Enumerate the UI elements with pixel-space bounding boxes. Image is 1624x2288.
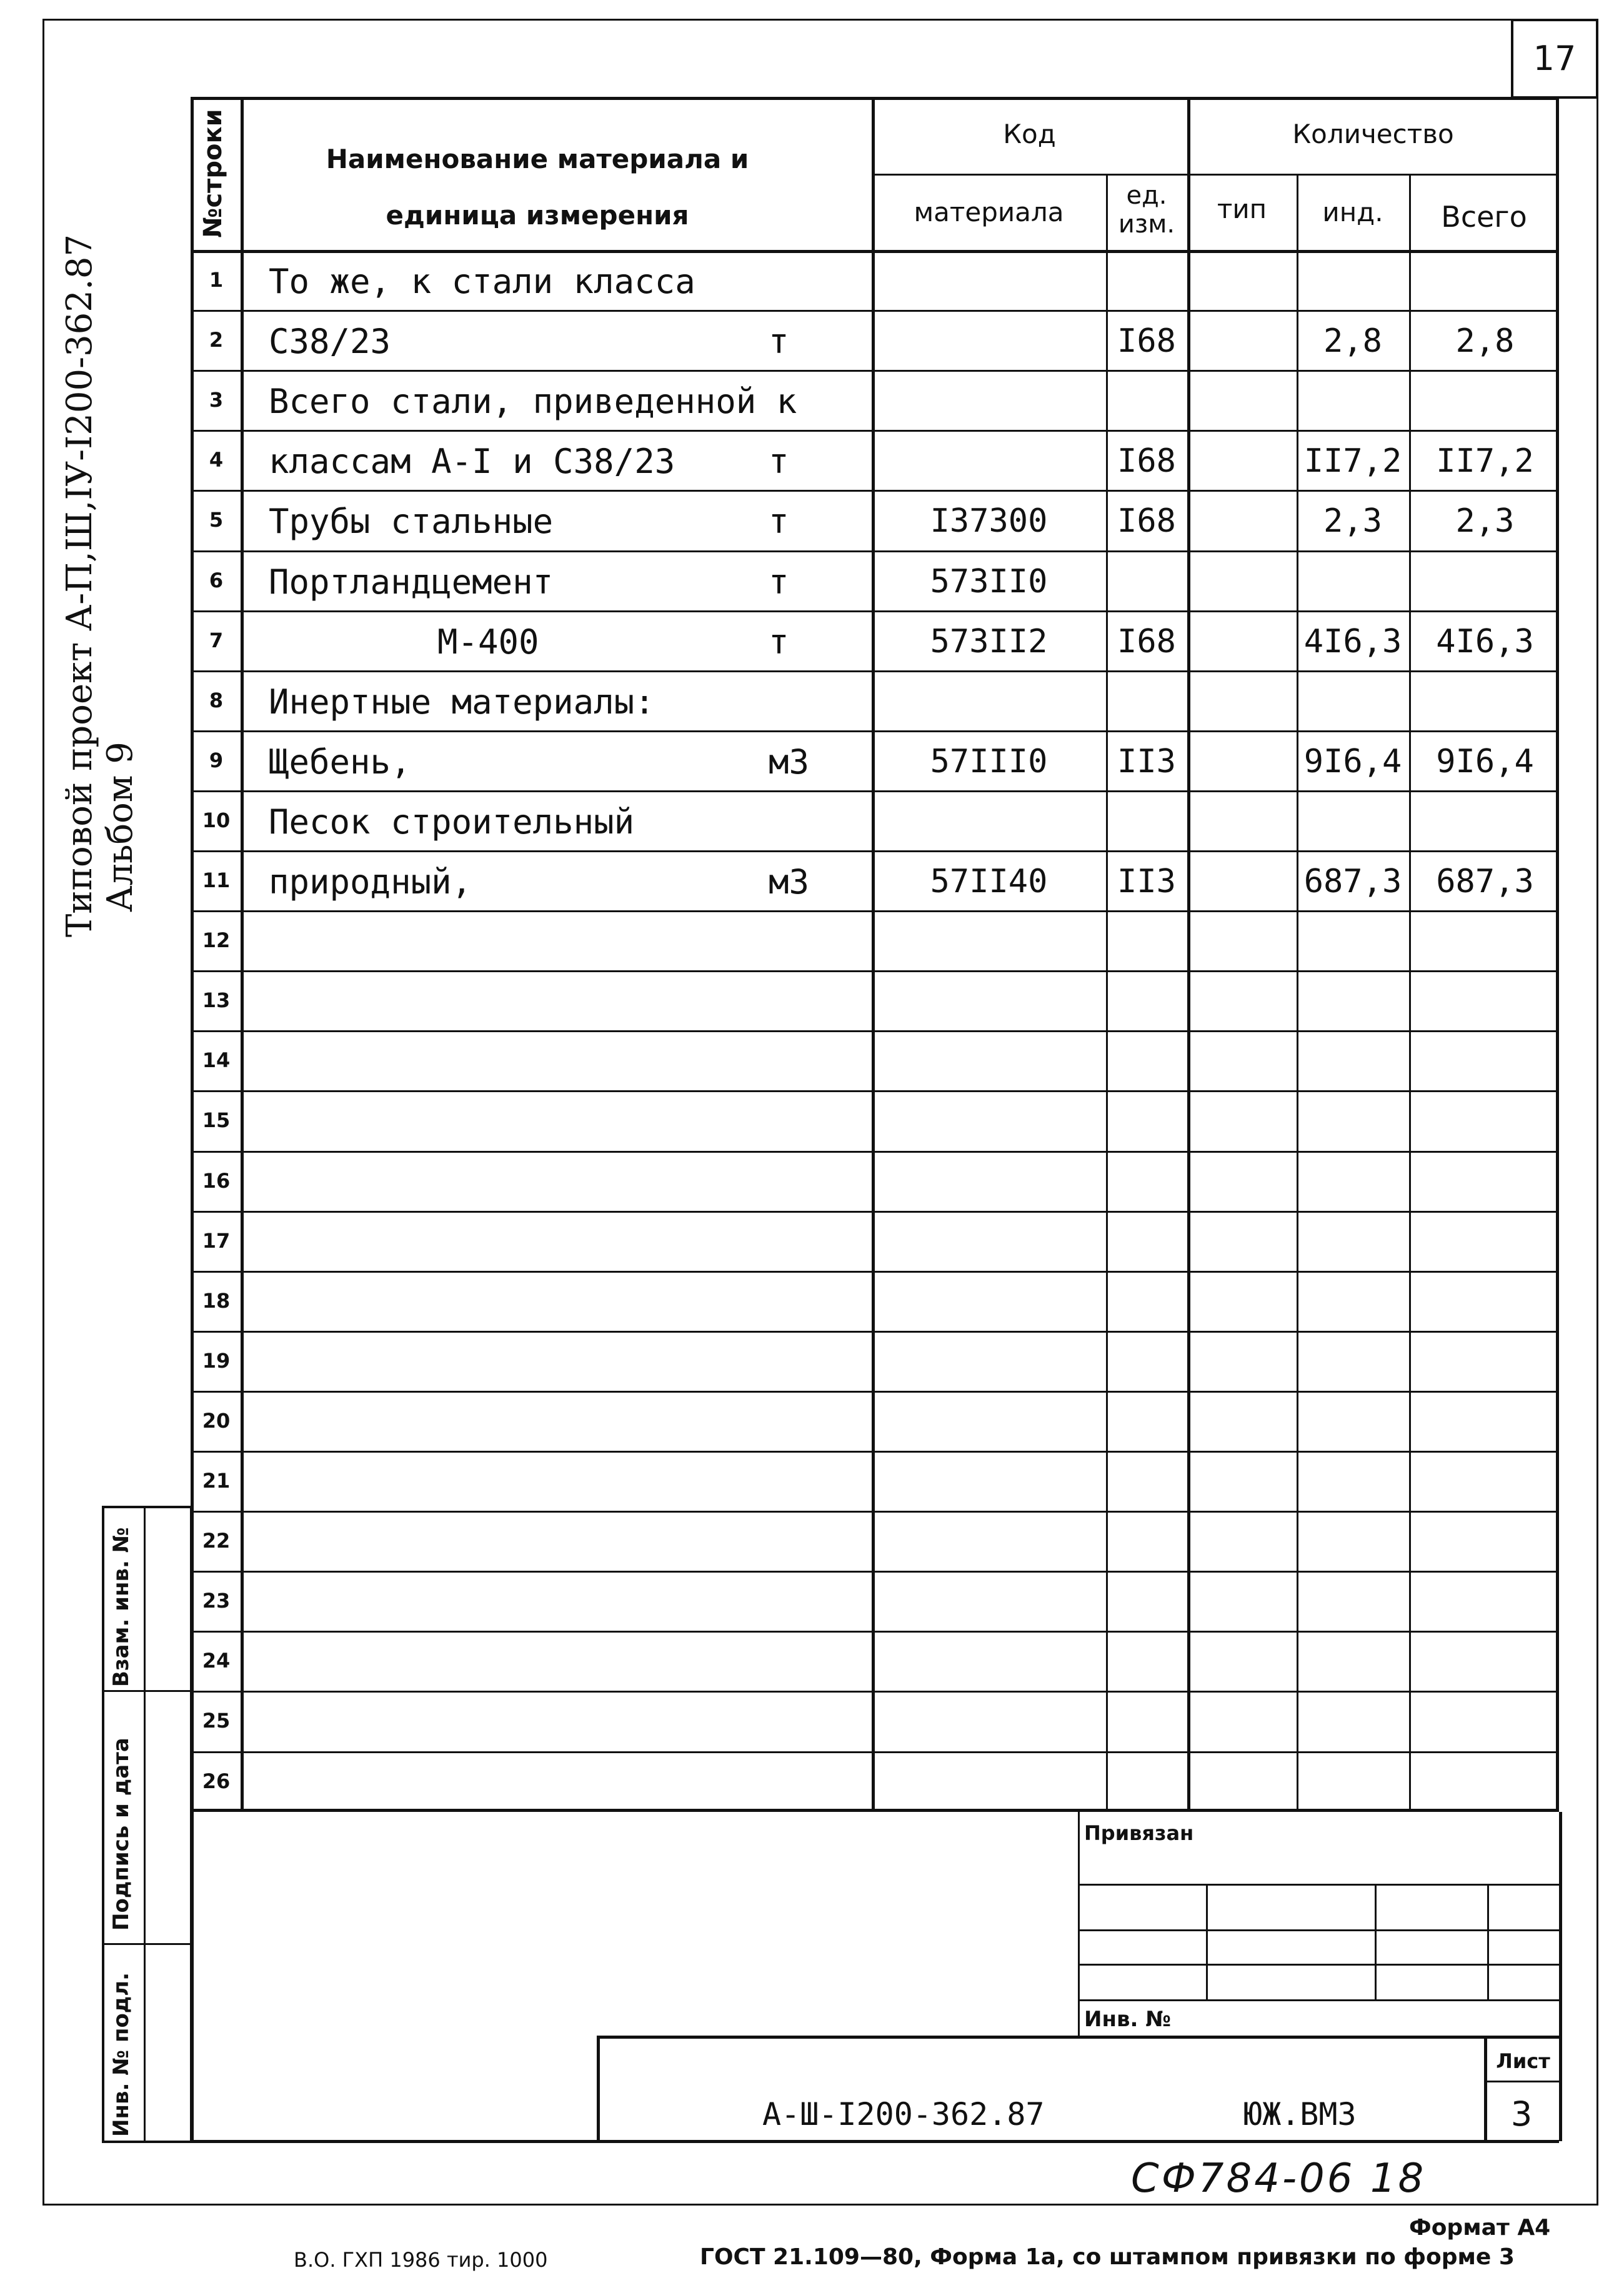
cell-total: 2,3 [1455, 502, 1515, 540]
cell-ind: 687,3 [1303, 863, 1402, 900]
row-number: 23 [202, 1589, 231, 1613]
footer-gost: ГОСТ 21.109—80, Форма 1а, со штампом привязки по форме 3 [700, 2244, 1515, 2270]
handwritten-note: СФ784-06 18 [1131, 2156, 1427, 2202]
row-number: 22 [202, 1529, 231, 1553]
row-number: 4 [209, 448, 224, 472]
header-code: Код [1003, 119, 1056, 149]
row-number: 18 [202, 1288, 231, 1313]
stamp-doc-code: А-Ш-I200-362.87 [762, 2096, 1045, 2132]
cell-total: 687,3 [1436, 863, 1534, 900]
row-number: 1 [209, 268, 224, 292]
header-qty-type: тип [1217, 194, 1267, 224]
row-number: 11 [202, 868, 231, 892]
side-title-line1: Типовой проект А-П,Ш,IУ-I200-362.87 [59, 234, 100, 937]
cell-name: природный, [269, 862, 472, 902]
cell-unit: т [769, 442, 789, 482]
row-number: 2 [209, 328, 224, 352]
cell-unit: т [769, 502, 789, 542]
cell-ed: II3 [1117, 742, 1176, 780]
row-number: 24 [202, 1649, 231, 1673]
stamp-inv-label: Инв. № подл. [109, 1972, 134, 2137]
stamp-inv-no: Инв. № [1084, 2007, 1172, 2032]
header-qty-ind: инд. [1322, 197, 1383, 227]
stamp-sheet-number: 3 [1510, 2094, 1533, 2134]
header-bottom-line [191, 250, 1559, 253]
format-label: Формат А4 [1409, 2215, 1551, 2241]
row-number: 7 [209, 628, 224, 652]
row-number: 13 [202, 988, 231, 1013]
stamp-vzam-label: Взам. инв. № [109, 1527, 134, 1687]
stamp-list-label: Лист [1496, 2049, 1550, 2073]
footer-print-info: В.О. ГХП 1986 тир. 1000 [294, 2248, 548, 2272]
cell-name: М-400 [437, 622, 539, 662]
cell-name: Трубы стальные [269, 502, 554, 542]
row-number: 10 [202, 808, 231, 832]
header-name: Наименование материала и единица измерения [326, 144, 749, 231]
cell-total: 4I6,3 [1436, 622, 1534, 660]
header-qty-total: Всего [1441, 200, 1527, 234]
row-number: 15 [202, 1108, 231, 1133]
cell-ind: 2,8 [1323, 322, 1382, 361]
cell-code: 573II0 [930, 562, 1048, 600]
stamp-doc-mark: ЮЖ.ВМЗ [1243, 2096, 1357, 2132]
cell-ed: II3 [1117, 863, 1176, 900]
cell-ed: I68 [1117, 622, 1176, 660]
cell-name: классам А-I и С38/23 [269, 442, 675, 482]
cell-total: 2,8 [1455, 322, 1515, 361]
page-number: 17 [1533, 39, 1577, 78]
cell-ind: II7,2 [1303, 442, 1402, 480]
cell-name: Всего стали, приведенной к [269, 382, 797, 422]
row-number: 12 [202, 928, 231, 953]
cell-code: 57II40 [930, 863, 1048, 900]
cell-name: Инертные материалы: [269, 682, 655, 722]
cell-ind: 4I6,3 [1303, 622, 1402, 660]
cell-total: 9I6,4 [1436, 742, 1534, 780]
row-number: 26 [202, 1769, 231, 1793]
cell-unit: т [769, 322, 789, 362]
cell-name: Щебень, [269, 742, 411, 782]
cell-code: 57III0 [930, 742, 1048, 780]
cell-ind: 9I6,4 [1303, 742, 1402, 780]
row-number: 25 [202, 1709, 231, 1733]
cell-unit: м3 [769, 862, 810, 902]
cell-name: То же, к стали класса [269, 262, 695, 301]
cell-name: С38/23 [269, 322, 391, 362]
cell-unit: т [769, 622, 789, 662]
side-title-line2: Альбом 9 [100, 742, 141, 912]
cell-ind: 2,3 [1323, 502, 1382, 540]
cell-name: Портландцемент [269, 562, 554, 602]
cell-total: II7,2 [1436, 442, 1534, 480]
header-code-material: материала [914, 197, 1064, 227]
row-number: 8 [209, 688, 224, 712]
row-number: 21 [202, 1469, 231, 1493]
cell-code: 573II2 [930, 622, 1048, 660]
cell-unit: т [769, 562, 789, 602]
header-row-number: №строки [199, 109, 227, 238]
row-number: 5 [209, 508, 224, 532]
row-number: 9 [209, 748, 224, 772]
row-number: 14 [202, 1048, 231, 1073]
header-quantity: Количество [1292, 119, 1454, 149]
row-number: 20 [202, 1408, 231, 1433]
stamp-podpis-label: Подпись и дата [109, 1738, 134, 1931]
cell-code: I37300 [930, 502, 1048, 540]
stamp-privyazan: Привязан [1084, 1821, 1194, 1845]
row-number: 16 [202, 1168, 231, 1193]
row-number: 19 [202, 1348, 231, 1373]
row-number: 6 [209, 568, 224, 592]
row-number: 3 [209, 388, 224, 412]
cell-unit: м3 [769, 742, 810, 782]
row-number: 17 [202, 1228, 231, 1253]
cell-name: Песок строительный [269, 802, 635, 842]
cell-ed: I68 [1117, 322, 1176, 361]
cell-ed: I68 [1117, 502, 1176, 540]
cell-ed: I68 [1117, 442, 1176, 480]
header-code-unit: ед. изм. [1118, 181, 1175, 239]
